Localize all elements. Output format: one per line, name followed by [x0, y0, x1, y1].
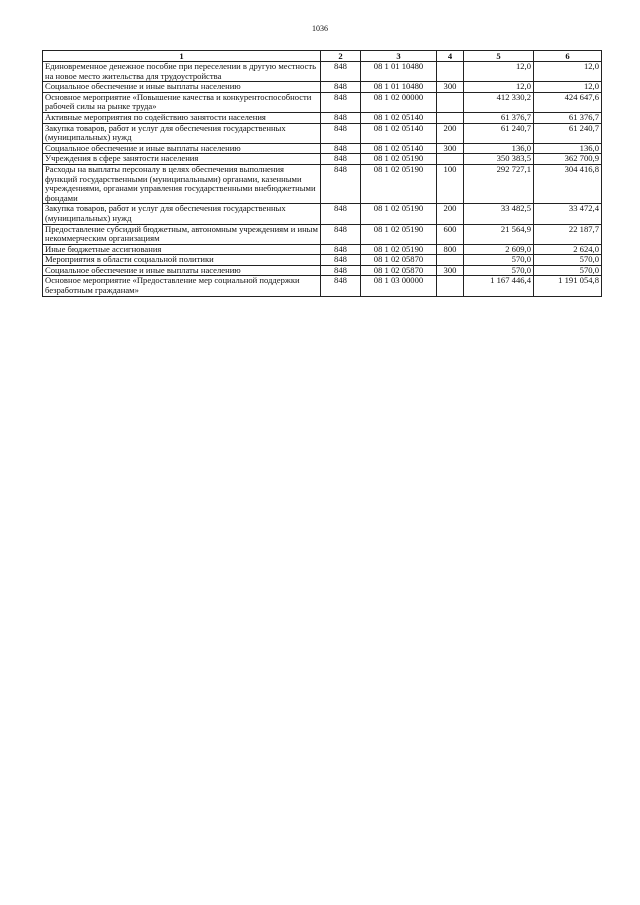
table-row — [43, 62, 602, 82]
amount-year1-cell: 350 383,5 — [464, 154, 534, 165]
row-name-cell: Учреждения в сфере занятости населения — [43, 154, 321, 165]
ministry-code-cell: 848 — [321, 244, 361, 255]
table-row — [43, 244, 602, 255]
row-name-cell: Социальное обеспечение и иные выплаты населению — [43, 143, 321, 154]
column-header: 2 — [321, 51, 361, 62]
ministry-code-cell: 848 — [321, 154, 361, 165]
ministry-code-cell: 848 — [321, 112, 361, 123]
target-article-cell: 08 1 01 10480 — [361, 82, 437, 93]
expense-type-cell — [437, 154, 464, 165]
table-row — [43, 92, 602, 112]
table-row — [43, 164, 602, 203]
ministry-code-cell: 848 — [321, 276, 361, 296]
target-article-cell: 08 1 02 05190 — [361, 244, 437, 255]
amount-year1-cell: 12,0 — [464, 82, 534, 93]
amount-year2-cell: 12,0 — [534, 82, 602, 93]
ministry-code-cell: 848 — [321, 255, 361, 266]
ministry-code-cell: 848 — [321, 204, 361, 224]
amount-year1-cell: 33 482,5 — [464, 204, 534, 224]
row-name-cell: Основное мероприятие «Предоставление мер социальной поддержки безработным гражданам» — [43, 276, 321, 296]
amount-year1-cell: 21 564,9 — [464, 224, 534, 244]
amount-year2-cell: 1 191 054,8 — [534, 276, 602, 296]
expense-type-cell: 800 — [437, 244, 464, 255]
expense-type-cell — [437, 92, 464, 112]
table-row — [43, 82, 602, 93]
target-article-cell: 08 1 02 05140 — [361, 112, 437, 123]
ministry-code-cell: 848 — [321, 143, 361, 154]
amount-year1-cell: 2 609,0 — [464, 244, 534, 255]
column-header: 6 — [534, 51, 602, 62]
table-row — [43, 255, 602, 266]
table-row — [43, 112, 602, 123]
ministry-code-cell: 848 — [321, 164, 361, 203]
row-name-cell: Закупка товаров, работ и услуг для обеспечения государственных (муниципальных) нужд — [43, 204, 321, 224]
amount-year1-cell: 1 167 446,4 — [464, 276, 534, 296]
row-name-cell: Социальное обеспечение и иные выплаты населению — [43, 265, 321, 276]
amount-year2-cell: 362 700,9 — [534, 154, 602, 165]
table-row — [43, 224, 602, 244]
ministry-code-cell: 848 — [321, 123, 361, 143]
amount-year1-cell: 570,0 — [464, 255, 534, 266]
expense-type-cell: 200 — [437, 123, 464, 143]
table-body — [43, 62, 602, 297]
page-number: 1036 — [312, 24, 328, 33]
row-name-cell: Иные бюджетные ассигнования — [43, 244, 321, 255]
target-article-cell: 08 1 02 05140 — [361, 123, 437, 143]
row-name-cell: Предоставление субсидий бюджетным, автономным учреждениям и иным некоммерческим организациям — [43, 224, 321, 244]
row-name-cell: Расходы на выплаты персоналу в целях обеспечения выполнения функций государственными (муниципальными) органами, казенными учреждениями, органами управления государственными внебюджетными фондами — [43, 164, 321, 203]
table-row — [43, 143, 602, 154]
table-row — [43, 265, 602, 276]
budget-table — [42, 50, 602, 297]
target-article-cell: 08 1 01 10480 — [361, 62, 437, 82]
column-header: 4 — [437, 51, 464, 62]
amount-year2-cell: 2 624,0 — [534, 244, 602, 255]
amount-year2-cell: 136,0 — [534, 143, 602, 154]
table-row — [43, 154, 602, 165]
expense-type-cell — [437, 255, 464, 266]
amount-year1-cell: 292 727,1 — [464, 164, 534, 203]
amount-year1-cell: 570,0 — [464, 265, 534, 276]
table-row — [43, 123, 602, 143]
amount-year1-cell: 412 330,2 — [464, 92, 534, 112]
ministry-code-cell: 848 — [321, 92, 361, 112]
row-name-cell: Социальное обеспечение и иные выплаты населению — [43, 82, 321, 93]
ministry-code-cell: 848 — [321, 62, 361, 82]
target-article-cell: 08 1 02 05190 — [361, 164, 437, 203]
amount-year2-cell: 424 647,6 — [534, 92, 602, 112]
row-name-cell: Активные мероприятия по содействию занятости населения — [43, 112, 321, 123]
expense-type-cell — [437, 62, 464, 82]
ministry-code-cell: 848 — [321, 265, 361, 276]
table-header-row — [43, 51, 602, 62]
target-article-cell: 08 1 03 00000 — [361, 276, 437, 296]
amount-year2-cell: 12,0 — [534, 62, 602, 82]
expense-type-cell: 300 — [437, 82, 464, 93]
column-header: 3 — [361, 51, 437, 62]
target-article-cell: 08 1 02 05190 — [361, 224, 437, 244]
expense-type-cell: 600 — [437, 224, 464, 244]
amount-year1-cell: 136,0 — [464, 143, 534, 154]
table-row — [43, 204, 602, 224]
expense-type-cell — [437, 112, 464, 123]
expense-type-cell: 200 — [437, 204, 464, 224]
ministry-code-cell: 848 — [321, 224, 361, 244]
row-name-cell: Мероприятия в области социальной политики — [43, 255, 321, 266]
target-article-cell: 08 1 02 05190 — [361, 204, 437, 224]
column-header: 5 — [464, 51, 534, 62]
table-row — [43, 276, 602, 296]
amount-year2-cell: 61 376,7 — [534, 112, 602, 123]
row-name-cell: Единовременное денежное пособие при переселении в другую местность на новое место жительства для трудоустройства — [43, 62, 321, 82]
target-article-cell: 08 1 02 05870 — [361, 265, 437, 276]
target-article-cell: 08 1 02 05190 — [361, 154, 437, 165]
column-header: 1 — [43, 51, 321, 62]
amount-year1-cell: 12,0 — [464, 62, 534, 82]
amount-year2-cell: 61 240,7 — [534, 123, 602, 143]
row-name-cell: Закупка товаров, работ и услуг для обеспечения государственных (муниципальных) нужд — [43, 123, 321, 143]
target-article-cell: 08 1 02 05140 — [361, 143, 437, 154]
ministry-code-cell: 848 — [321, 82, 361, 93]
expense-type-cell: 300 — [437, 265, 464, 276]
amount-year1-cell: 61 240,7 — [464, 123, 534, 143]
amount-year2-cell: 304 416,8 — [534, 164, 602, 203]
expense-type-cell: 300 — [437, 143, 464, 154]
amount-year2-cell: 22 187,7 — [534, 224, 602, 244]
target-article-cell: 08 1 02 00000 — [361, 92, 437, 112]
row-name-cell: Основное мероприятие «Повышение качества и конкурентоспособности рабочей силы на рынке труда» — [43, 92, 321, 112]
target-article-cell: 08 1 02 05870 — [361, 255, 437, 266]
expense-type-cell: 100 — [437, 164, 464, 203]
amount-year2-cell: 570,0 — [534, 255, 602, 266]
amount-year1-cell: 61 376,7 — [464, 112, 534, 123]
amount-year2-cell: 33 472,4 — [534, 204, 602, 224]
expense-type-cell — [437, 276, 464, 296]
amount-year2-cell: 570,0 — [534, 265, 602, 276]
